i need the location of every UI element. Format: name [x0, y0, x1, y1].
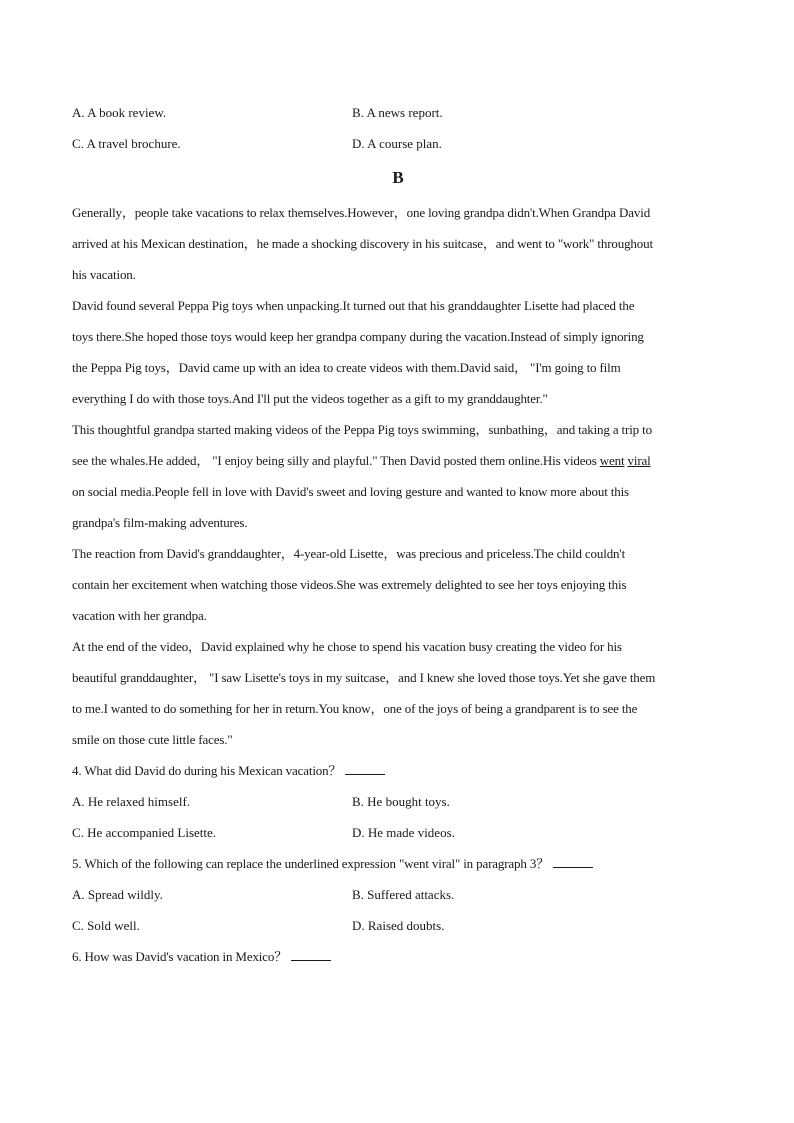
text-line: the Peppa Pig toys，David came up with an idea to create videos with them.David said， "I'm going to film	[72, 360, 621, 375]
text-line: to me.I wanted to do something for her in return.You know，one of the joys of being a grandparent is to see the	[72, 701, 638, 716]
text-line: David found several Peppa Pig toys when unpacking.It turned out that his granddaughter Lisette had placed the	[72, 298, 635, 313]
text-line: The reaction from David's granddaughter，4-year-old Lisette，was precious and priceless.The child couldn't	[72, 546, 626, 561]
option-d: D. Raised doubts.	[352, 918, 445, 933]
paragraph-2	[72, 290, 724, 414]
question-4	[72, 755, 724, 786]
underlined-word-viral: viral	[627, 453, 651, 468]
question-text: 6. How was David's vacation in Mexico？	[72, 949, 288, 964]
question-5	[72, 848, 724, 879]
option-b: B. He bought toys.	[352, 794, 450, 809]
text-line: on social media.People fell in love with David's sweet and loving gesture and wanted to know more about this	[72, 484, 629, 499]
document-page	[72, 97, 724, 972]
option-b: B. Suffered attacks.	[352, 887, 455, 902]
underlined-word-went: went	[599, 453, 625, 468]
text-line: contain her excitement when watching those videos.She was extremely delighted to see her toys enjoying this	[72, 577, 627, 592]
answer-blank[interactable]	[345, 762, 385, 775]
paragraph-3	[72, 414, 724, 538]
prev-question-options-row-2	[72, 128, 724, 159]
question-text: 5. Which of the following can replace the underlined expression "went viral" in paragraph 3？	[72, 856, 550, 871]
prev-question-options-row-1	[72, 97, 724, 128]
text-line: toys there.She hoped those toys would keep her grandpa company during the vacation.Instead of simply ignoring	[72, 329, 644, 344]
question-5-options-row-1	[72, 879, 724, 910]
question-4-options-row-1	[72, 786, 724, 817]
text-line: This thoughtful grandpa started making videos of the Peppa Pig toys swimming，sunbathing，and taking a trip to	[72, 422, 652, 437]
paragraph-5	[72, 631, 724, 755]
text-line: smile on those cute little faces."	[72, 732, 233, 747]
text-line: everything I do with those toys.And I'll put the videos together as a gift to my granddaughter."	[72, 391, 548, 406]
text-line	[72, 445, 724, 476]
option-c: C. A travel brochure.	[72, 136, 181, 151]
option-b: B. A news report.	[352, 105, 443, 120]
option-c: C. Sold well.	[72, 918, 140, 933]
option-a: A. Spread wildly.	[72, 887, 163, 902]
text-segment: see the whales.He added， "I enjoy being silly and playful." Then David posted them online.His videos	[72, 453, 600, 468]
answer-blank[interactable]	[291, 948, 331, 961]
question-4-options-row-2	[72, 817, 724, 848]
option-d: D. A course plan.	[352, 136, 442, 151]
option-d: D. He made videos.	[352, 825, 455, 840]
text-line: arrived at his Mexican destination，he made a shocking discovery in his suitcase，and went to "work" throughout	[72, 236, 653, 251]
option-a: A. A book review.	[72, 105, 167, 120]
text-line: At the end of the video，David explained why he chose to spend his vacation busy creating the video for his	[72, 639, 622, 654]
question-5-options-row-2	[72, 910, 724, 941]
paragraph-4	[72, 538, 724, 631]
paragraph-1	[72, 197, 724, 290]
section-title: B	[392, 168, 404, 187]
text-line: beautiful granddaughter， "I saw Lisette's toys in my suitcase，and I knew she loved those toys.Yet she gave them	[72, 670, 656, 685]
text-line: his vacation.	[72, 267, 136, 282]
text-line: vacation with her grandpa.	[72, 608, 207, 623]
option-a: A. He relaxed himself.	[72, 794, 191, 809]
text-line: grandpa's film-making adventures.	[72, 515, 248, 530]
question-text: 4. What did David do during his Mexican vacation？	[72, 763, 342, 778]
answer-blank[interactable]	[553, 855, 593, 868]
text-line: Generally，people take vacations to relax themselves.However，one loving grandpa didn't.When Grandpa David	[72, 205, 651, 220]
question-6	[72, 941, 724, 972]
option-c: C. He accompanied Lisette.	[72, 825, 217, 840]
